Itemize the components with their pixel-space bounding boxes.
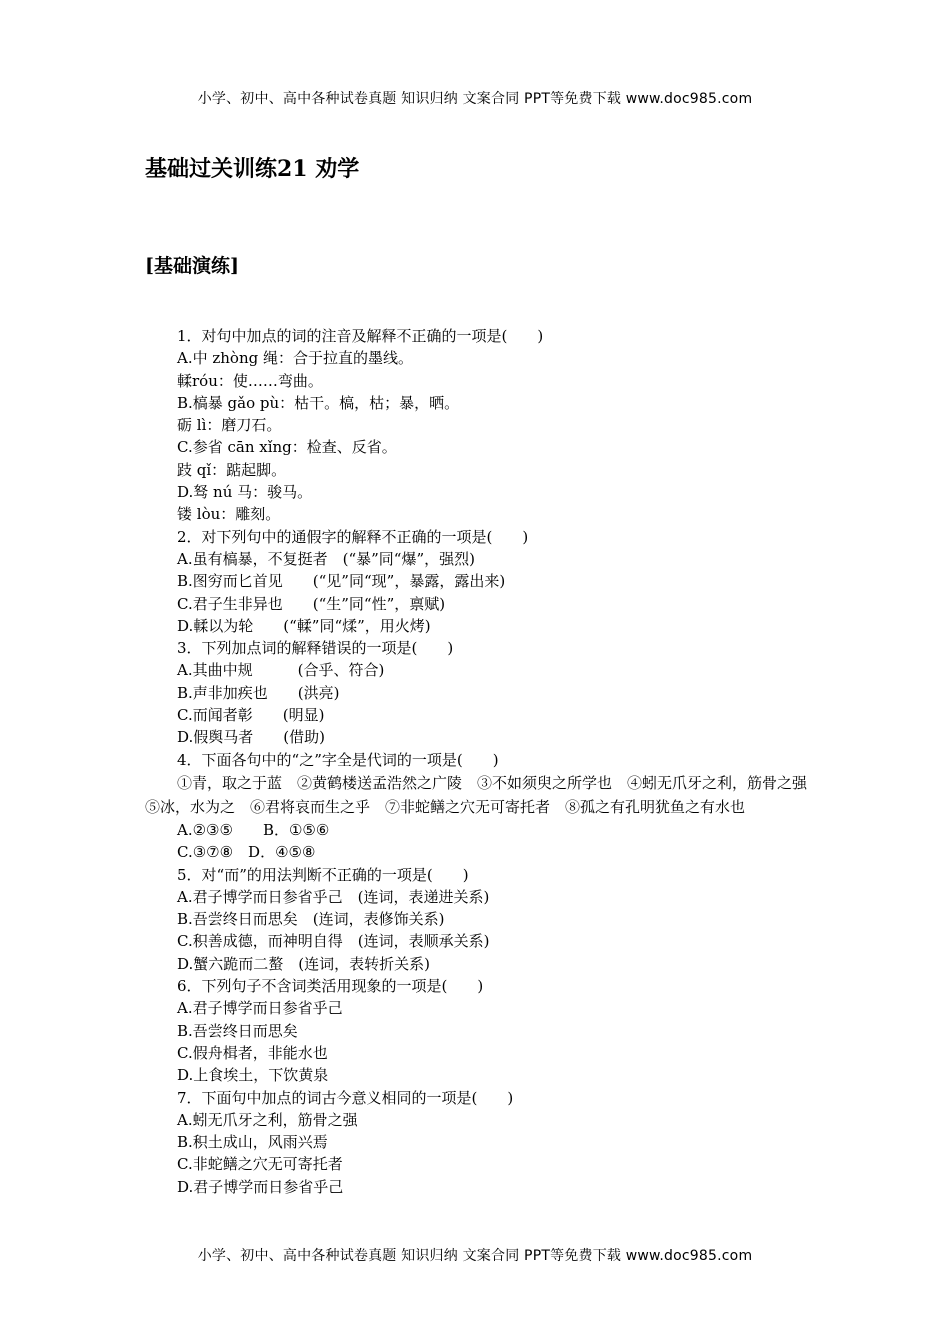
option-text: D.假舆马者 (借助) [177,728,325,747]
question-3: 3．下列加点词的解释错误的一项是( ) [177,639,454,658]
option-text: C.③⑦⑧ D．④⑤⑧ [177,843,316,862]
option-text: D.驽 nú 马：骏马。 [177,483,313,502]
option-text: C.君子生非异也 (“生”同“性”，禀赋) [177,594,446,613]
page-title: 基础过关训练21 劝学 [145,156,360,182]
option-text: D.上食埃土，下饮黄泉 [177,1066,329,1085]
option-text: C.非蛇鳝之穴无可寄托者 [177,1155,343,1174]
option-text: 跂 qǐ：踮起脚。 [177,460,287,479]
section-heading: [基础演练] [145,255,239,277]
question-7: 7．下面句中加点的词古今意义相同的一项是( ) [177,1088,514,1107]
option-text: B.吾尝终日而思矣 (连词，表修饰关系) [177,910,445,929]
option-text: C.假舟楫者，非能水也 [177,1043,328,1062]
question-5: 5．对“而”的用法判断不正确的一项是( ) [177,865,469,884]
option-text: A.君子博学而日参省乎己 [177,999,343,1018]
option-text: B.吾尝终日而思矣 [177,1021,298,1040]
option-text: 輮róu：使……弯曲。 [177,371,323,390]
question-2: 2．对下列句中的通假字的解释不正确的一项是( ) [177,527,529,546]
option-text: A.虽有槁暴，不复挺者 (“暴”同“爆”，强烈) [177,549,475,568]
question-content [145,325,825,1198]
question-6: 6．下列句子不含词类活用现象的一项是( ) [177,977,484,996]
question-4-items: ①青，取之于蓝 ②黄鹤楼送孟浩然之广陵 ③不如须臾之所学也 ④蚓无爪牙之利，筋骨之强 ⑤冰，水为之 ⑥君将哀而生之乎 ⑦非蛇鳝之穴无可寄托者 ⑧孤之有孔明犹鱼之有水也 [145,773,823,816]
option-text: A.君子博学而日参省乎己 (连词，表递进关系) [177,887,490,906]
option-text: B.积土成山，风雨兴焉 [177,1133,328,1152]
option-text: 镂 lòu：雕刻。 [177,505,281,524]
option-text: D.輮以为轮 (“輮”同“煣”，用火烤) [177,616,431,635]
option-text: B.声非加疾也 (洪亮) [177,683,340,702]
option-text: A.蚓无爪牙之利，筋骨之强 [177,1110,358,1129]
question-4: 4．下面各句中的“之”字全是代词的一项是( ) [177,750,499,769]
option-text: C.积善成德，而神明自得 (连词，表顺承关系) [177,932,490,951]
option-text: C.参省 cān xǐng：检查、反省。 [177,438,397,457]
option-text: D.蟹六跪而二螯 (连词，表转折关系) [177,954,430,973]
option-text: D.君子博学而日参省乎己 [177,1177,344,1196]
option-text: B.槁暴 gǎo pù：枯干。槁，枯；暴，晒。 [177,393,460,412]
question-1: 1．对句中加点的词的注音及解释不正确的一项是( ) [177,327,544,345]
option-text: B.图穷而匕首见 (“见”同“现”，暴露，露出来) [177,572,506,591]
page-footer: 小学、初中、高中各种试卷真题 知识归纳 文案合同 PPT等免费下载 www.doc985.com [197,1248,753,1264]
option-text: A.中 zhòng 绳：合于拉直的墨线。 [177,349,413,368]
option-text: A.②③⑤ B．①⑤⑥ [177,820,330,839]
option-text: A.其曲中规 (合乎、符合) [177,661,385,680]
option-text: C.而闻者彰 (明显) [177,706,325,725]
page-header: 小学、初中、高中各种试卷真题 知识归纳 文案合同 PPT等免费下载 www.doc985.com [197,91,753,107]
option-text: 砺 lì：磨刀石。 [177,416,282,435]
